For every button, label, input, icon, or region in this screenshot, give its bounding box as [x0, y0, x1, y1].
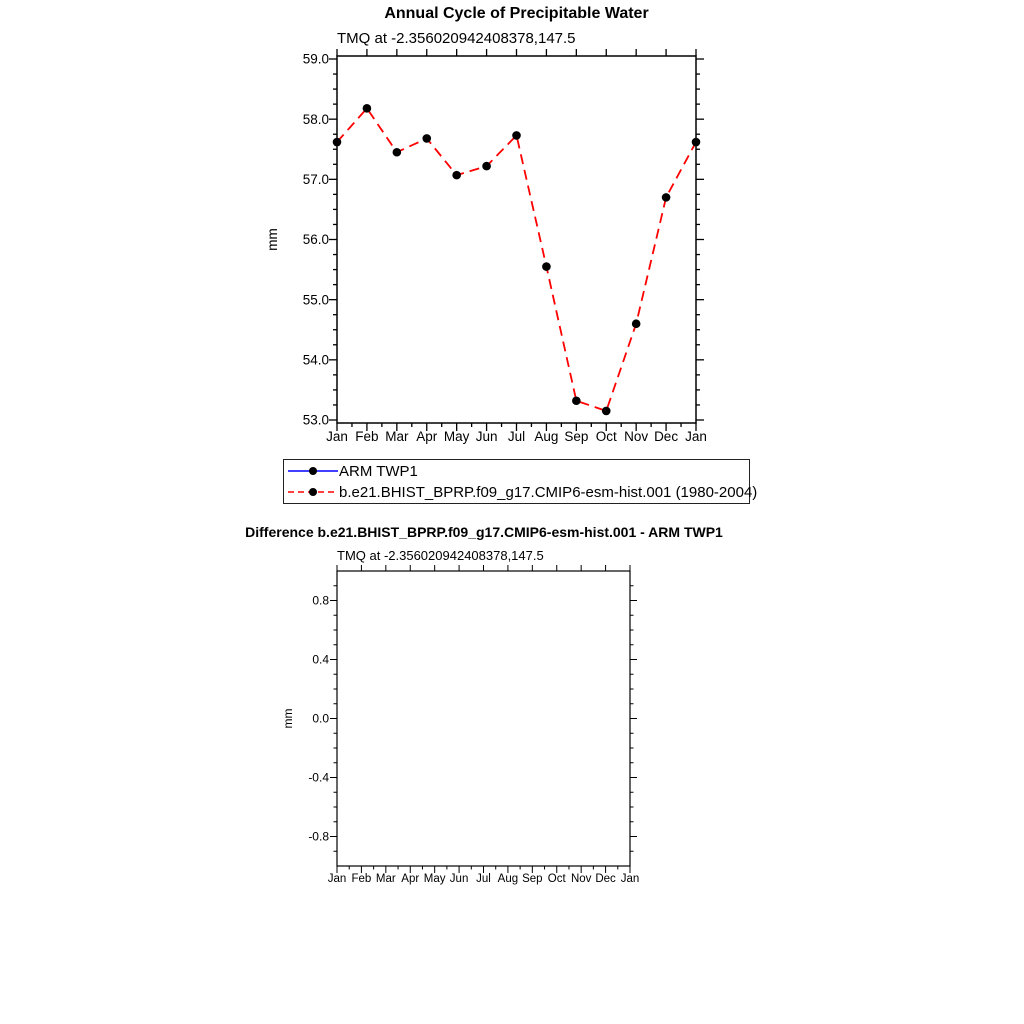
y-axis-label: mm: [265, 228, 280, 251]
x-tick-label: Jul: [507, 429, 526, 444]
y-tick-label: 53.0: [302, 412, 329, 428]
x-tick-label: Sep: [564, 429, 589, 444]
x-tick-label: Jun: [475, 429, 498, 444]
data-point: [632, 319, 641, 328]
plot-frame: [337, 571, 630, 866]
data-point: [333, 138, 342, 147]
y-tick-label: 59.0: [302, 51, 329, 67]
x-tick-label: Aug: [497, 873, 519, 885]
y-tick-label: 54.0: [302, 352, 329, 368]
x-tick-label: Jan: [620, 873, 640, 885]
x-tick-label: Sep: [522, 873, 543, 885]
x-tick-label: May: [443, 429, 470, 444]
data-point: [542, 262, 551, 271]
y-tick-label: 0.8: [312, 593, 329, 608]
x-tick-label: Oct: [547, 873, 566, 885]
data-line: [337, 108, 696, 411]
x-tick-label: Mar: [375, 873, 396, 885]
chart2-title: Difference b.e21.BHIST_BPRP.f09_g17.CMIP6-esm-hist.001 - ARM TWP1: [245, 524, 723, 540]
chart1-title: Annual Cycle of Precipitable Water: [384, 5, 649, 22]
data-point: [602, 407, 611, 416]
legend-item-obs: [284, 461, 749, 482]
chart2-subtitle: TMQ at -2.356020942408378,147.5: [337, 548, 544, 563]
y-tick-label: 57.0: [302, 171, 329, 187]
data-point: [572, 396, 581, 405]
legend-label-model: b.e21.BHIST_BPRP.f09_g17.CMIP6-esm-hist.001 (1980-2004): [339, 483, 758, 501]
annual-cycle-chart: [265, 49, 707, 444]
x-tick-label: Jul: [476, 873, 491, 885]
x-tick-label: Apr: [416, 429, 438, 444]
legend-marker-dot: [309, 467, 317, 475]
data-point: [393, 148, 402, 157]
data-point: [512, 131, 521, 140]
x-tick-label: Apr: [401, 873, 420, 885]
legend-item-model: [284, 482, 758, 503]
x-tick-label: Jan: [326, 429, 348, 444]
x-tick-label: Mar: [385, 429, 409, 444]
legend-line-sample-icon: [287, 486, 339, 498]
y-tick-label: 58.0: [302, 111, 329, 127]
chart1-subtitle: TMQ at -2.356020942408378,147.5: [337, 30, 576, 47]
x-tick-label: Dec: [595, 873, 616, 885]
x-tick-label: Nov: [570, 873, 592, 885]
y-tick-label: 0.4: [312, 652, 329, 667]
x-tick-label: May: [423, 873, 446, 885]
x-tick-label: Dec: [654, 429, 679, 444]
legend: [283, 459, 758, 504]
x-tick-label: Feb: [351, 873, 372, 885]
x-tick-label: Jan: [327, 873, 347, 885]
x-tick-label: Feb: [355, 429, 379, 444]
data-point: [662, 193, 671, 202]
y-tick-label: 0.0: [312, 711, 329, 726]
legend-marker-dot: [309, 488, 317, 496]
y-tick-label: -0.8: [308, 829, 329, 844]
data-point: [482, 162, 491, 171]
y-tick-label: -0.4: [308, 770, 329, 785]
x-tick-label: Jun: [449, 873, 469, 885]
x-tick-label: Nov: [624, 429, 649, 444]
data-point: [363, 104, 372, 113]
x-tick-label: Jan: [685, 429, 707, 444]
x-tick-label: Aug: [534, 429, 559, 444]
data-point: [422, 134, 431, 143]
difference-chart: [281, 565, 639, 885]
plot-frame: [337, 56, 696, 423]
y-axis-label: mm: [281, 708, 295, 729]
legend-label-obs: ARM TWP1: [339, 462, 418, 480]
data-point: [452, 171, 461, 180]
y-tick-label: 56.0: [302, 232, 329, 248]
x-tick-label: Oct: [595, 429, 617, 444]
y-tick-label: 55.0: [302, 292, 329, 308]
legend-line-sample-icon: [287, 465, 339, 477]
data-point: [692, 138, 701, 147]
